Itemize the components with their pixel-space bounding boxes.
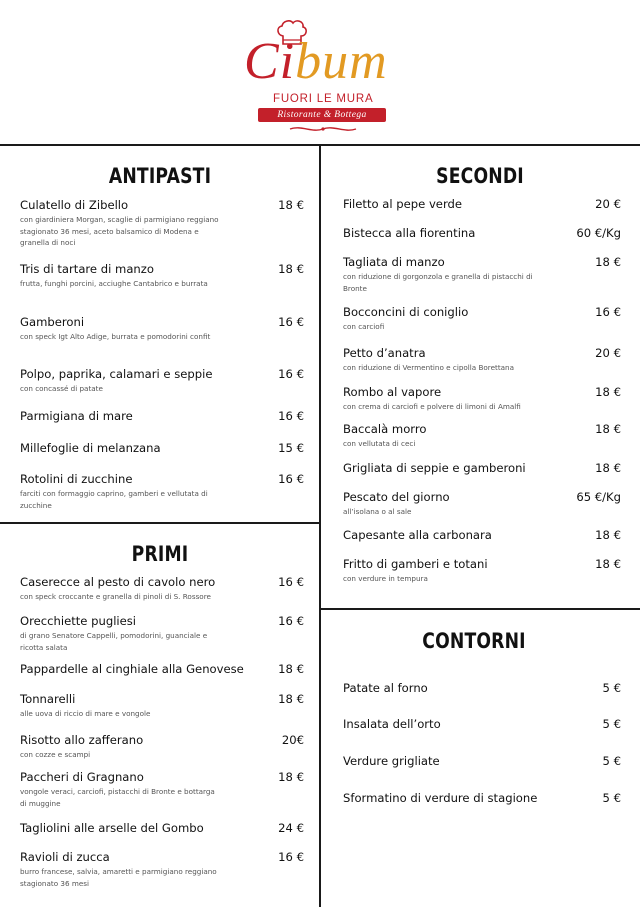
item-description: con crema di carciofi e polvere di limoni di Amalfi xyxy=(343,402,521,411)
item-price: 18 € xyxy=(278,662,304,676)
item-price: 18 € xyxy=(278,198,304,212)
item-name: Gamberoni xyxy=(20,315,85,329)
item-name: Sformatino di verdure di stagione xyxy=(343,791,538,805)
item-name: Ravioli di zucca xyxy=(20,850,110,864)
item-description: con concassé di patate xyxy=(20,384,103,393)
item-name: Bocconcini di coniglio xyxy=(343,305,469,319)
antipasti-title: ANTIPASTI xyxy=(108,164,212,188)
item-price: 5 € xyxy=(602,681,621,695)
item-price: 18 € xyxy=(278,262,304,276)
item-name: Petto d’anatra xyxy=(343,346,426,360)
secondi-title: SECONDI xyxy=(436,164,524,188)
item-description: burro francese, salvia, amaretti e parmigiano reggiano stagionato 36 mesi xyxy=(20,867,217,888)
item-description: con riduzione di Vermentino e cipolla Borettana xyxy=(343,363,515,372)
cibum-logo xyxy=(230,14,420,132)
item-description: all’isolana o al sale xyxy=(343,507,412,516)
item-price: 15 € xyxy=(278,441,304,455)
item-name: Tris di tartare di manzo xyxy=(20,262,154,276)
item-description: farciti con formaggio caprino, gamberi e vellutata di zucchine xyxy=(20,489,208,510)
item-price: 60 €/Kg xyxy=(576,226,621,240)
item-name: Capesante alla carbonara xyxy=(343,528,492,542)
item-name: Parmigiana di mare xyxy=(20,409,133,423)
column-divider xyxy=(319,144,321,907)
item-price: 5 € xyxy=(602,791,621,805)
logo-wordmark-rest: bum xyxy=(295,33,388,90)
item-price: 16 € xyxy=(278,409,304,423)
item-price: 18 € xyxy=(595,422,621,436)
item-description: con vellutata di ceci xyxy=(343,439,416,448)
item-price: 65 €/Kg xyxy=(576,490,621,504)
item-price: 18 € xyxy=(595,557,621,571)
item-name: Rombo al vapore xyxy=(343,385,442,399)
item-price: 20€ xyxy=(281,733,304,747)
item-name: Orecchiette pugliesi xyxy=(20,614,137,628)
item-name: Tagliata di manzo xyxy=(343,255,445,269)
flourish-ornament xyxy=(288,124,358,134)
item-price: 16 € xyxy=(278,315,304,329)
secondi-contorni-divider xyxy=(320,608,640,610)
item-price: 16 € xyxy=(278,367,304,381)
logo-badge: Ristorante & Bottega xyxy=(258,108,386,122)
item-price: 18 € xyxy=(595,255,621,269)
item-description: con riduzione di gorgonzola e granella di pistacchi di Bronte xyxy=(343,272,533,293)
item-name: Grigliata di seppie e gamberoni xyxy=(343,461,526,475)
item-price: 20 € xyxy=(595,346,621,360)
logo-wordmark-ci: Ci xyxy=(244,33,296,90)
item-name: Insalata dell’orto xyxy=(343,717,441,731)
logo-subtitle: FUORI LE MURA xyxy=(273,93,374,105)
item-price: 16 € xyxy=(278,472,304,486)
antipasti-primi-divider xyxy=(0,522,320,524)
item-price: 16 € xyxy=(278,614,304,628)
item-price: 18 € xyxy=(595,461,621,475)
item-name: Pescato del giorno xyxy=(343,490,450,504)
item-name: Baccalà morro xyxy=(343,422,427,436)
item-description: con carciofi xyxy=(343,322,385,331)
item-price: 20 € xyxy=(595,197,621,211)
item-description: con cozze e scampi xyxy=(20,750,91,759)
item-price: 16 € xyxy=(595,305,621,319)
item-name: Tagliolini alle arselle del Gombo xyxy=(20,821,204,835)
item-name: Patate al forno xyxy=(343,681,428,695)
item-price: 18 € xyxy=(278,692,304,706)
item-description: con verdure in tempura xyxy=(343,574,428,583)
item-description: vongole veraci, carciofi, pistacchi di Bronte e bottarga di muggine xyxy=(20,787,215,808)
item-price: 16 € xyxy=(278,850,304,864)
item-description: frutta, funghi porcini, acciughe Cantabrico e burrata xyxy=(20,279,208,288)
item-name: Rotolini di zucchine xyxy=(20,472,133,486)
item-name: Fritto di gamberi e totani xyxy=(343,557,488,571)
item-price: 18 € xyxy=(278,770,304,784)
item-name: Paccheri di Gragnano xyxy=(20,770,144,784)
item-name: Caserecce al pesto di cavolo nero xyxy=(20,575,216,589)
logo-wordmark xyxy=(244,33,388,90)
item-price: 5 € xyxy=(602,717,621,731)
item-name: Bistecca alla fiorentina xyxy=(343,226,476,240)
item-name: Tonnarelli xyxy=(20,692,76,706)
contorni-title: CONTORNI xyxy=(422,629,526,653)
item-name: Polpo, paprika, calamari e seppie xyxy=(20,367,213,381)
item-description: con giardiniera Morgan, scaglie di parmigiano reggiano stagionato 36 mesi, aceto balsamico di Modena e granella di noci xyxy=(20,215,219,247)
item-name: Filetto al pepe verde xyxy=(343,197,462,211)
item-name: Verdure grigliate xyxy=(343,754,440,768)
item-name: Pappardelle al cinghiale alla Genovese xyxy=(20,662,244,676)
item-price: 24 € xyxy=(278,821,304,835)
item-description: con speck croccante e granella di pinoli di S. Rossore xyxy=(20,592,211,601)
item-price: 18 € xyxy=(595,528,621,542)
item-name: Risotto allo zafferano xyxy=(20,733,144,747)
item-description: di grano Senatore Cappelli, pomodorini, guanciale e ricotta salata xyxy=(20,631,208,652)
item-price: 18 € xyxy=(595,385,621,399)
item-price: 5 € xyxy=(602,754,621,768)
item-description: con speck Igt Alto Adige, burrata e pomodorini confit xyxy=(20,332,211,341)
item-description: alle uova di riccio di mare e vongole xyxy=(20,709,151,718)
item-name: Culatello di Zibello xyxy=(20,198,129,212)
item-name: Millefoglie di melanzana xyxy=(20,441,161,455)
primi-title: PRIMI xyxy=(131,542,189,566)
item-price: 16 € xyxy=(278,575,304,589)
